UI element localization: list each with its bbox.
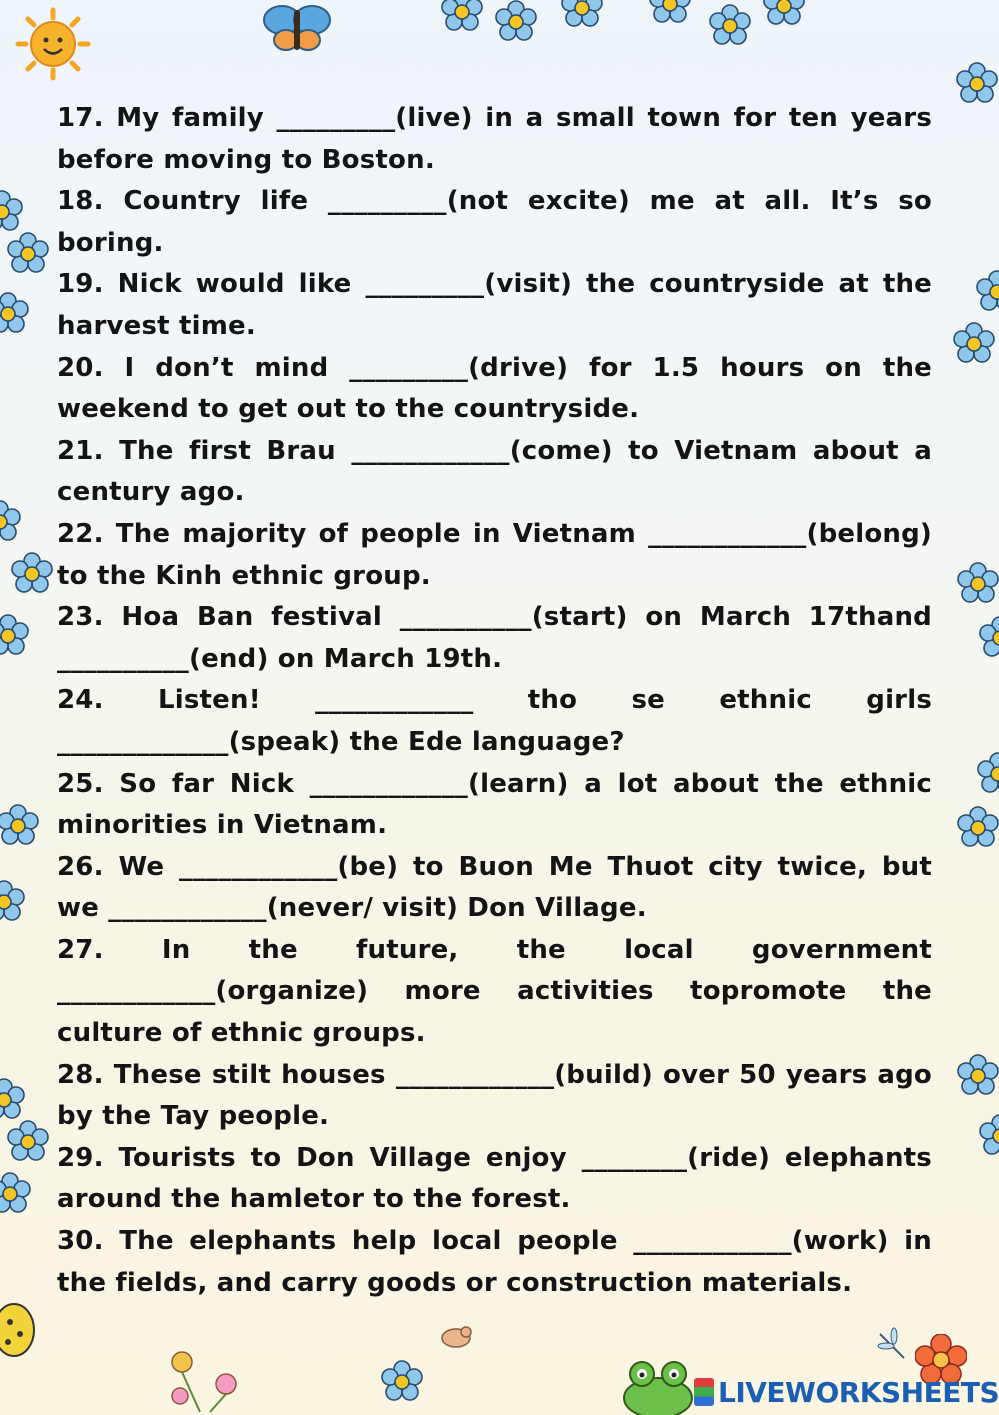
- flower-icon: [955, 62, 999, 106]
- flower-icon: [0, 614, 30, 658]
- exercise-item-25: 25. So far Nick ____________(learn) a lot about the ethnic minorities in Vietnam.: [57, 768, 932, 841]
- exercise-item-20: 20. I don’t mind _________(drive) for 1.5 hours on the weekend to get out to the countryside.: [57, 352, 932, 425]
- flower-icon: [956, 806, 999, 850]
- flower-icon: [6, 232, 50, 276]
- flower-icon: [494, 0, 538, 44]
- flower-icon: [648, 0, 692, 26]
- frog-icon: [618, 1356, 698, 1415]
- sun-icon: [8, 4, 98, 84]
- logo-text: LIVEWORKSHEETS: [718, 1375, 999, 1409]
- flower-icon: [380, 1360, 424, 1404]
- flower-icon: [0, 1078, 26, 1122]
- flower-icon: [976, 752, 999, 796]
- flower-icon: [956, 1054, 999, 1098]
- flower-icon: [0, 190, 24, 234]
- exercise-item-29: 29. Tourists to Don Village enjoy ________(ride) elephants around the hamletor to the forest.: [57, 1142, 932, 1215]
- flower-icon: [10, 552, 54, 596]
- flower-icon: [6, 1120, 50, 1164]
- flower-icon: [0, 804, 40, 848]
- exercise-item-19: 19. Nick would like _________(visit) the countryside at the harvest time.: [57, 269, 932, 341]
- flower-icon: [978, 616, 999, 660]
- flower-icon: [978, 1114, 999, 1158]
- exercise-item-17: 17. My family _________(live) in a small town for ten years before moving to Boston.: [57, 103, 932, 175]
- flower-icon: [952, 322, 996, 366]
- flower-pink-icon: [160, 1344, 250, 1414]
- liveworksheets-logo[interactable]: [694, 1372, 999, 1412]
- flower-icon: [0, 1172, 32, 1216]
- bird-icon: [434, 1322, 478, 1350]
- worksheet-exercise-list: [57, 98, 932, 1304]
- exercise-item-30: 30. The elephants help local people ____________(work) in the fields, and carry goods or construction materials.: [57, 1226, 932, 1298]
- exercise-item-22: 22. The majority of people in Vietnam ____________(belong) to the Kinh ethnic group.: [57, 518, 932, 591]
- exercise-item-21: 21. The first Brau ____________(come) to Vietnam about a century ago.: [57, 435, 932, 508]
- flower-icon: [975, 270, 999, 314]
- flower-icon: [762, 0, 806, 28]
- exercise-item-26: 26. We ____________(be) to Buon Me Thuot city twice, but we ____________(never/ visit) Don Village.: [57, 851, 932, 924]
- flower-icon: [0, 880, 26, 924]
- flower-icon: [0, 292, 30, 336]
- exercise-item-18: 18. Country life _________(not excite) me at all. It’s so boring.: [57, 186, 932, 258]
- ladybug-icon: [0, 1300, 44, 1360]
- flower-icon: [560, 0, 604, 30]
- flower-icon: [708, 4, 752, 48]
- butterfly-icon: [252, 0, 342, 56]
- logo-badge-icon: [694, 1378, 714, 1406]
- dragonfly-icon: [872, 1326, 912, 1366]
- flower-icon: [0, 500, 22, 544]
- flower-icon: [440, 0, 484, 34]
- exercise-item-27: 27. In the future, the local government ____________(organize) more activities topromote the culture of ethnic groups.: [57, 934, 932, 1049]
- exercise-item-28: 28. These stilt houses ____________(build) over 50 years ago by the Tay people.: [57, 1059, 932, 1132]
- flower-icon: [956, 562, 999, 606]
- exercise-item-24: 24. Listen! ____________ tho se ethnic girls _____________(speak) the Ede language?: [57, 685, 932, 757]
- exercise-item-23: 23. Hoa Ban festival __________(start) on March 17thand __________(end) on March 19th.: [57, 602, 932, 674]
